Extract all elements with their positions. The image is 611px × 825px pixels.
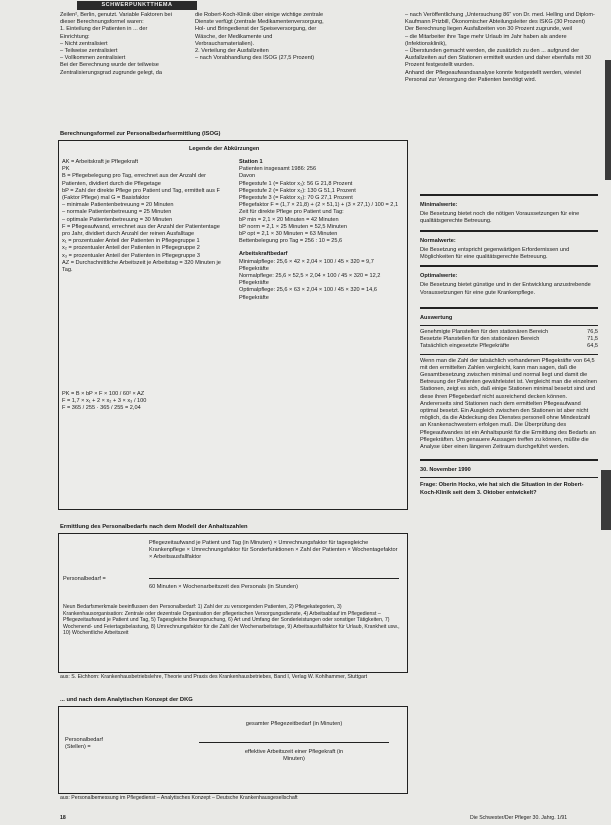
legend-entry: PK xyxy=(62,166,70,173)
interview-question: Frage: Oberin Hocko, wie hat sich die Situation in der Robert-Koch-Klinik seit dem 3. Oktober entwickelt? xyxy=(420,482,584,496)
legend-entry: B = Pflegebelegung pro Tag, errechnet aus der Anzahl der Patienten, dividiert durch die Pflegetage xyxy=(62,173,207,187)
box1-title: Berechnungsformel zur Personalbedarfsermittlung (ISOG) xyxy=(60,131,221,137)
formula-box-dkg xyxy=(58,706,408,794)
legend-entry: x₂ = prozentualer Anteil der Patienten in Pflegegruppe 2 xyxy=(62,245,200,252)
eval-value: 71,5 xyxy=(587,336,598,343)
legend-entry: AK = Arbeitskraft je Pflegekraft xyxy=(62,159,139,165)
formula-line: F = 1,7 × x₁ + 2 × x₂ + 3 × x₃ / 100 xyxy=(62,398,147,405)
right-lower-column xyxy=(420,190,598,497)
eval-label: Tatsächlich eingesetzte Pflegekräfte xyxy=(420,343,510,350)
eval-table xyxy=(420,329,598,351)
legend-entry: x₁ = prozentualer Anteil der Patienten in Pflegegruppe 1 xyxy=(62,238,200,245)
box3-fraction-line xyxy=(199,742,389,743)
legend-column xyxy=(62,159,222,274)
page-number: 18 xyxy=(60,815,66,821)
box2-label: Personalbedarf = xyxy=(63,576,106,582)
station-line: bP min = 2,1 × 20 Minuten = 42 Minuten xyxy=(239,216,339,223)
station-line: Bettenbelegung pro Tag = 256 : 10 = 25,6 xyxy=(239,238,343,245)
legend-entry: – normale Patientenbetreuung = 25 Minuten xyxy=(62,209,172,216)
staffing-result: Optimalpflege: 25,6 × 63 × 2,04 × 100 / 45 × 320 = 14,6 Pflegekräfte xyxy=(239,287,377,301)
divider xyxy=(420,354,598,355)
legend-title: Legende der Abkürzungen xyxy=(189,146,260,152)
paragraph: 2. Verteilung der Ausfallzeiten xyxy=(195,48,269,55)
station-column xyxy=(239,159,404,302)
divider xyxy=(420,325,598,326)
paragraph: – Überstunden gemacht werden, die zusätzlich zu den ... aufgrund der Ausfallzeiten auf den Stationen ermittelt wurden und daher ebenfalls mit 30 Prozent festgestellt wurden. xyxy=(405,48,591,69)
legend-entry: – minimale Patientenbetreuung = 20 Minuten xyxy=(62,202,174,209)
paragraph: – nach Vorabhandlung des ISOG (27,5 Prozent) xyxy=(195,55,315,62)
paragraph: Bei der Berechnung wurde der teilweise Zentralisierungsgrad zugrunde gelegt, da xyxy=(60,62,162,76)
box3-title: ... und nach dem Analytischen Konzept der DKG xyxy=(60,697,193,703)
station-line: Patienten insgesamt 1986: 256 xyxy=(239,166,317,173)
right-top-column xyxy=(405,12,600,84)
station-line: Zeit für direkte Pflege pro Patient und Tag: xyxy=(239,209,344,216)
optimal-title: Optimalwerte: xyxy=(420,273,458,280)
divider xyxy=(420,230,598,232)
normal-title: Normalwerte: xyxy=(420,237,456,244)
paragraph: die Robert-Koch-Klinik über einige wichtige zentrale Dienste verfügt (zentrale Medikamentenversorgung, Hol- und Bringedienst der Speiseversorgung, der Wäsche, der Medikamente und Verbrauchsmaterialien). xyxy=(195,12,324,47)
scan-edge-shadow xyxy=(605,60,611,180)
box2-numerator: Pflegezeitaufwand je Patient und Tag (in Minuten) × Umrechnungsfaktor für tagesgleiche Krankenpflege × Umrechnungsfaktor für Sonderfunktionen × Zahl der Patienten × Wochentagefaktor × Arbeitsausfallfaktor xyxy=(149,540,398,561)
eval-title: Auswertung xyxy=(420,314,453,321)
paragraph: Zeilen², Berlin, genutzt. Variable Faktoren bei dieser Berechnungsformel waren: xyxy=(60,12,172,26)
formula-box-isog xyxy=(58,140,408,510)
section-header: SCHWERPUNKTTHEMA xyxy=(77,1,197,10)
legend-entry: x₃ = prozentualer Anteil der Patienten in Pflegegruppe 3 xyxy=(62,252,201,259)
eval-value: 64,5 xyxy=(587,343,598,350)
station-line: Pflegestufe 3 (= Faktor x₃): 70 G 27,1 Prozent xyxy=(239,195,353,202)
paragraph: – Teilweise zentralisiert xyxy=(60,48,118,55)
formula-column xyxy=(62,391,222,413)
station-line: Pflegestufe 2 (= Faktor x₂): 130 G 51,1 Prozent xyxy=(239,187,356,194)
middle-top-column xyxy=(195,12,330,62)
box3-label: Personalbedarf (Stellen) = xyxy=(65,737,103,751)
paragraph: 1. Einteilung der Patienten in ... der Einrichtung: xyxy=(60,26,148,40)
divider xyxy=(420,265,598,267)
legend-entry: – optimale Patientenbetreuung = 30 Minuten xyxy=(62,216,173,223)
station-line: Davon xyxy=(239,173,256,180)
legend-entry: AZ = Durchschnittliche Arbeitszeit je Arbeitstag = 320 Minuten je Tag. xyxy=(62,259,221,274)
box3-denominator: effektive Arbeitszeit einer Pflegekraft (in Minuten) xyxy=(244,749,344,763)
normal-text: Die Besetzung entspricht gegenwärtigen Erfordernissen und Möglichkeiten für eine qualitätsgerechte Betreuung. xyxy=(420,246,570,261)
formula-line: PK = B × bP × F × 100 / 60² × AZ xyxy=(62,391,145,397)
station-line: bP opt = 2,1 × 30 Minuten = 63 Minuten xyxy=(239,231,338,238)
eval-value: 76,5 xyxy=(587,329,598,336)
box2-denominator: 60 Minuten × Wochenarbeitszeit des Personals (in Stunden) xyxy=(149,584,298,590)
left-top-column xyxy=(60,12,178,77)
station-line: bP norm = 2,1 × 25 Minuten = 52,5 Minuten xyxy=(239,223,347,230)
box3-source: aus: Personalbemessung im Pflegedienst – Analytisches Konzept – Deutsche Krankenhausgesellschaft xyxy=(60,795,298,801)
paragraph: – Vollkommen zentralisiert xyxy=(60,55,126,62)
staffing-result: Minimalpflege: 25,6 × 42 × 2,04 × 100 / 45 × 320 = 9,7 Pflegekräfte xyxy=(239,258,374,272)
eval-label: Genehmigte Planstellen für den stationären Bereich xyxy=(420,329,549,336)
station-line: Pflegefaktor F = (1,7 × 21,8) + (2 × 51,1) + (3 × 27,1) / 100 = 2,1 xyxy=(239,202,399,209)
scan-edge-shadow xyxy=(601,470,611,530)
box2-notes: Neun Bedarfsmerkmale beeinflussen den Personalbedarf: 1) Zahl der zu versorgenden Patienten, 2) Pflegekategorien, 3) Krankenhausorganisation: Zentrale oder dezentrale Organisation der pflegerischen Versorgungsdienste, 4) Arbeitsablauf im Pflegedienst – Pflegezeitaufwand je Patient und Tag, 5) Tagesgleiche Beanspruchung, 6) Art und Umfang der Sonderleistungen oder sonstiger Tätigkeiten, 7) Wochenend- und Feiertagsbelastung, 8) Umrechnungsfaktor für die Zahl der Wochenarbeitstage, 9) Arbeitsausfallfaktor für Urlaub, Krankheit usw., 10) Wöchentliche Arbeitszeit xyxy=(63,604,400,637)
eval-row xyxy=(420,343,598,350)
station-line: Pflegestufe 1 (= Faktor x₁): 56 G 21,8 Prozent xyxy=(239,180,353,187)
eval-label: Besetzte Planstellen für den stationären Bereich xyxy=(420,336,540,343)
minimal-title: Minimalwerte: xyxy=(420,202,458,208)
paragraph: – nach Veröffentlichung „Untersuchung 86“ von Dr. med. Helling und Diplom-Kaufmann Prizbill, Ökonomischer Abteilungsleiter des ISKG (30 Prozent) xyxy=(405,12,595,26)
paragraph: Der Berechnung liegen Ausfallzeiten von 30 Prozent zugrunde, weil xyxy=(405,26,572,33)
box3-numerator: gesamter Pflegezeitbedarf (in Minuten) xyxy=(245,721,343,727)
date-title: 30. November 1990 xyxy=(420,467,471,474)
journal-footer: Die Schwester/Der Pfleger 30. Jahrg. 1/91 xyxy=(470,815,568,821)
eval-row xyxy=(420,336,598,343)
eval-row xyxy=(420,329,598,336)
formula-box-anhaltszahlen xyxy=(58,533,408,673)
staffing-result: Normalpflege: 25,6 × 52,5 × 2,04 × 100 / 45 × 320 = 12,2 Pflegekräfte xyxy=(239,273,381,287)
ak-title: Arbeitskraftbedarf xyxy=(239,251,288,258)
box2-fraction-line xyxy=(149,578,399,579)
optimal-text: Die Besetzung bietet günstige und in der Entwicklung anzustrebende Voraussetzungen für eine gute Krankenpflege. xyxy=(420,282,591,296)
divider xyxy=(420,477,598,478)
formula-line: F = 365 / 255 · 365 / 255 = 2,04 xyxy=(62,405,141,412)
paragraph: – die Mitarbeiter ihre Tage mehr Urlaub im Jahr haben als andere (Infektionsklinik), xyxy=(405,33,567,47)
box2-title: Ermittlung des Personalbedarfs nach dem Modell der Anhaltszahlen xyxy=(60,524,248,530)
station-title: Station 1 xyxy=(239,159,263,165)
eval-text: Wenn man die Zahl der tatsächlich vorhandenen Pflegekräfte von 64,5 mit den ermittelten Zahlen vergleicht, kann man sagen, daß die Gesamtbesetzung zwischen minimal und normal liegt und damit die Betreuung der Patienten gewährleistet ist. Vergleicht man die einzelnen Stationen, zeigt es sich, daß einige Stationen minimal besetzt sind und diese ihren Pflegebedarf nicht ausreichend decken können. Andererseits sind Stationen nach dem ermittelten Pflegeaufwand optimal besetzt. Ein Ausgleich zwischen den Stationen ist aber nicht möglich, da die Abdeckung des Dienstes personell ohne Mindestzahl an Krankenschwestern erfolgen muß. Die Überprüfung des Pflegeaufwandes ist ein Anhaltspunkt für die Ermittlung des Bedarfs an Pflegekräften. Um genauere Aussagen treffen zu können, müßte die Analyse über einen längeren Zeitraum durchgeführt werden. xyxy=(420,357,597,451)
divider xyxy=(420,194,598,196)
divider xyxy=(420,459,598,461)
paragraph: Anhand der Pflegeaufwandsanalyse konnte festgestellt werden, wieviel Personal zur Versorgung der Patienten benötigt wird. xyxy=(405,69,582,83)
box2-source: aus: S. Eichhorn: Krankenhausbetriebslehre, Theorie und Praxis des Krankenhausbetriebes, Band I, Verlag W. Kohlhammer, Stuttgart xyxy=(60,674,368,680)
legend-entry: bP = Zahl der direkte Pflege pro Patient und Tag, ermittelt aus F (Faktor Pflege) mal G = Basisfaktor xyxy=(62,187,220,202)
legend-entry: F = Pflegeaufwand, errechnet aus der Anzahl der Patiententage pro Jahr, dividiert durch Anzahl der reinen Ausfalltage xyxy=(62,223,220,238)
divider xyxy=(420,307,598,309)
paragraph: – Nicht zentralisiert xyxy=(60,40,108,47)
minimal-text: Die Besetzung bietet noch die nötigen Voraussetzungen für eine qualitätsgerechte Betreuung. xyxy=(420,211,580,225)
